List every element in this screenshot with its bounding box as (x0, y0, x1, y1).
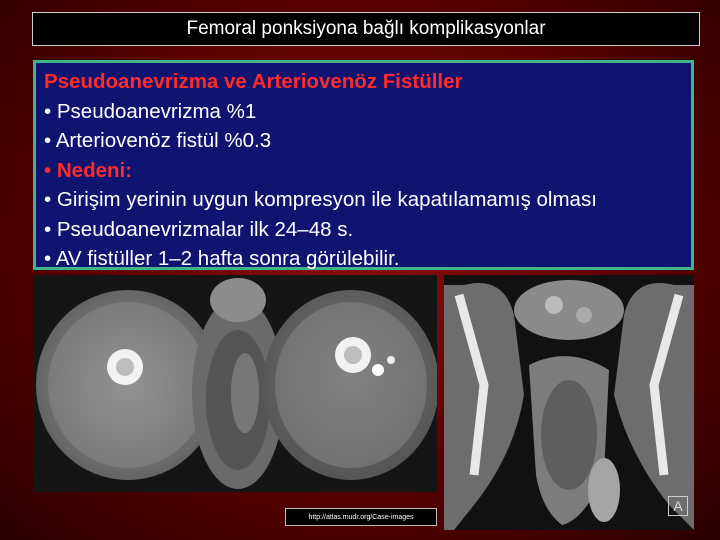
source-url-label (285, 508, 437, 526)
cause-item-timing-av: • AV fistüller 1–2 hafta sonra görülebilir. (44, 247, 400, 270)
cause-label: • Nedeni: (44, 158, 133, 182)
cause-item-compression: • Girişim yerinin uygun kompresyon ile kapatılamamış olması (44, 188, 597, 211)
bullet-av-fistula: • Arteriovenöz fistül %0.3 (44, 129, 272, 152)
cause-item-timing-pseudo: • Pseudoanevrizmalar ilk 24–48 s. (44, 217, 354, 241)
slide-title-text: Femoral ponksiyona bağlı komplikasyonlar (186, 18, 546, 39)
slide-title (32, 12, 700, 46)
panel-heading: Pseudoanevrizma ve Arteriovenöz Fistüller (44, 70, 463, 93)
bullet-pseudoaneurysm: • Pseudoanevrizma %1 (44, 99, 257, 123)
image-label-a: A (668, 496, 688, 516)
content-panel (33, 60, 694, 270)
source-url-text: http://atlas.mudr.org/Case-images (308, 513, 414, 521)
ct-coronal-image (444, 275, 694, 530)
ct-axial-image (33, 275, 437, 492)
